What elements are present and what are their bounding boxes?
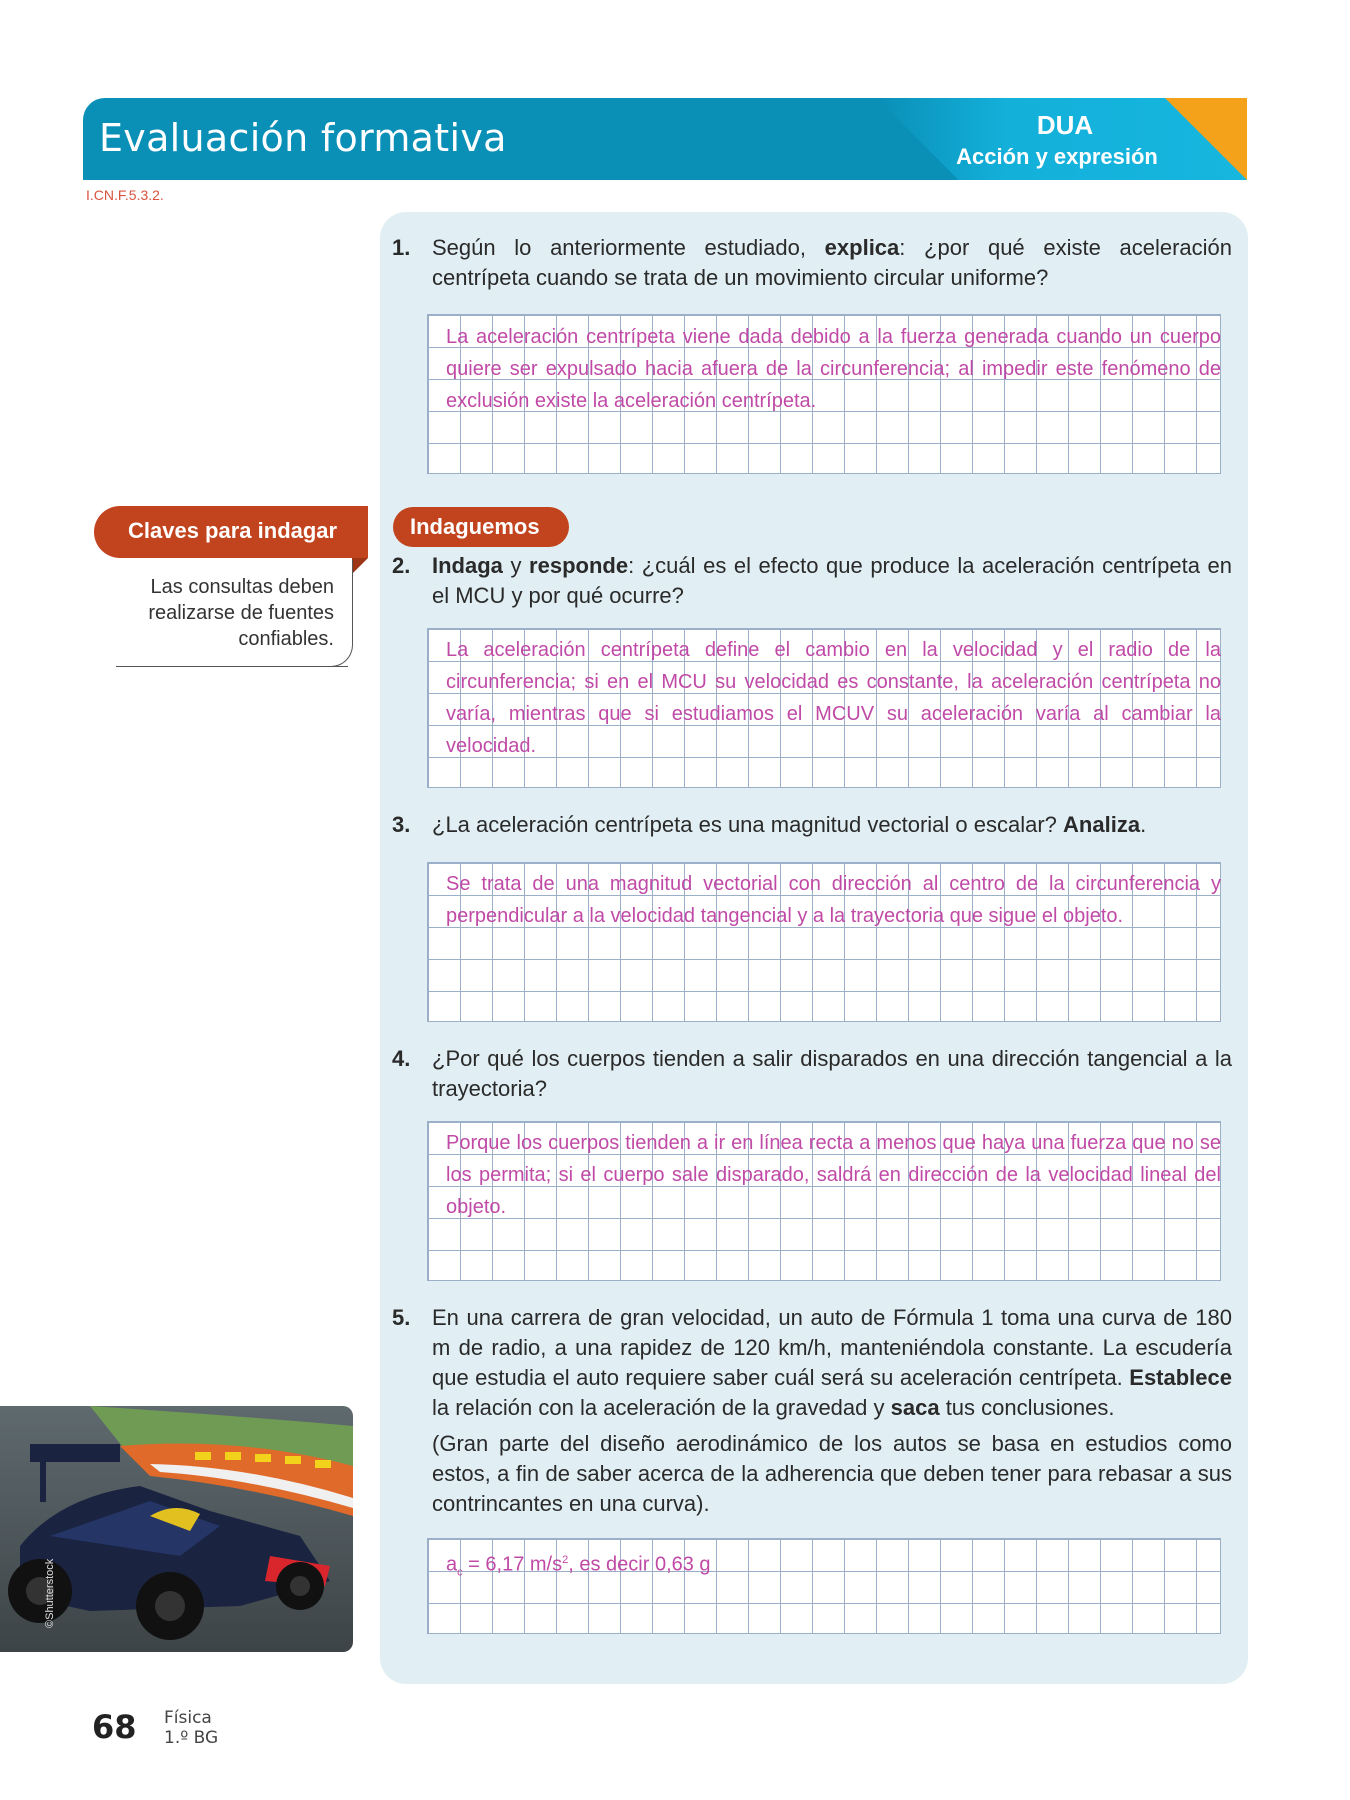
question-number: 1. bbox=[392, 235, 411, 260]
claves-divider bbox=[116, 666, 348, 667]
indaguemos-label: Indaguemos bbox=[410, 514, 540, 539]
answer-2: La aceleración centrípeta define el cambio en la velocidad y el radio de la circunferencia; si en el MCU su velocidad es constante, la aceleración centrípeta no varía, mientras que si estudiamos el MCUV su aceleración varía al cambiar la velocidad. bbox=[446, 639, 1221, 757]
claves-text: Las consultas deben realizarse de fuentes confiables. bbox=[148, 576, 334, 650]
answer-1: La aceleración centrípeta viene dada debido a la fuerza generada cuando un cuerpo quiere ser expulsado hacia afuera de la circunferencia; al impedir este fenómeno de exclusión existe la aceleración centrípeta. bbox=[446, 326, 1221, 412]
question-text: En una carrera de gran velocidad, un auto de Fórmula 1 toma una curva de 180 m de radio, a una rapidez de 120 km/h, manteniéndola constante. La escudería que estudia el auto requiere saber cuál será su aceleración centrípeta. Establece la relación con la aceleración de la gravedad y saca tus conclusiones. bbox=[432, 1305, 1232, 1420]
subject-name: Física bbox=[164, 1708, 212, 1728]
question-text: ¿La aceleración centrípeta es una magnitud vectorial o escalar? Analiza. bbox=[432, 812, 1147, 837]
question-1 bbox=[392, 233, 1232, 293]
subject-label bbox=[164, 1708, 218, 1748]
question-2 bbox=[392, 551, 1232, 611]
curriculum-indicator: I.CN.F.5.3.2. bbox=[86, 187, 164, 203]
dua-subtitle: Acción y expresión bbox=[956, 144, 1158, 169]
answer-4: Porque los cuerpos tienden a ir en línea recta a menos que haya una fuerza que no se los permita; si el cuerpo sale disparado, saldrá en dirección de la velocidad lineal del objeto. bbox=[446, 1132, 1221, 1218]
question-number: 2. bbox=[392, 553, 411, 578]
question-3 bbox=[392, 810, 1232, 840]
question-text: Indaga y responde: ¿cuál es el efecto que produce la aceleración centrípeta en el MCU y por qué ocurre? bbox=[432, 553, 1232, 608]
page-title: Evaluación formativa bbox=[99, 116, 507, 160]
question-5 bbox=[392, 1303, 1232, 1519]
answer-3: Se trata de una magnitud vectorial con dirección al centro de la circunferencia y perpendicular a la velocidad tangencial y a la trayectoria que sigue el objeto. bbox=[446, 873, 1221, 927]
answer-5: $a_c = 6,17$ $m/s^2$, es decir 0,63 g bbox=[446, 1553, 711, 1579]
question-text: Según lo anteriormente estudiado, explica: ¿por qué existe aceleración centrípeta cuando se trata de un movimiento circular uniforme? bbox=[432, 235, 1232, 290]
question-text: ¿Por qué los cuerpos tienden a salir disparados en una dirección tangencial a la trayectoria? bbox=[432, 1046, 1232, 1101]
question-number: 5. bbox=[392, 1305, 411, 1330]
claves-banner bbox=[94, 506, 368, 558]
page-number: 68 bbox=[92, 1708, 137, 1746]
claves-label: Claves para indagar bbox=[128, 518, 338, 543]
claves-fold bbox=[352, 558, 368, 574]
question-note: (Gran parte del diseño aerodinámico de los autos se basa en estudios como estos, a fin de saber acerca de la adherencia que deben tener para rebasar a sus contrincantes en una curva). bbox=[432, 1431, 1232, 1516]
photo-credit: ©Shutterstock bbox=[44, 1558, 56, 1628]
question-number: 4. bbox=[392, 1046, 411, 1071]
dua-title: DUA bbox=[1036, 110, 1094, 140]
indaguemos-badge bbox=[393, 507, 569, 547]
question-4 bbox=[392, 1044, 1232, 1104]
question-number: 3. bbox=[392, 812, 411, 837]
level-name: 1.º BG bbox=[164, 1728, 219, 1748]
section-header bbox=[83, 98, 1247, 180]
